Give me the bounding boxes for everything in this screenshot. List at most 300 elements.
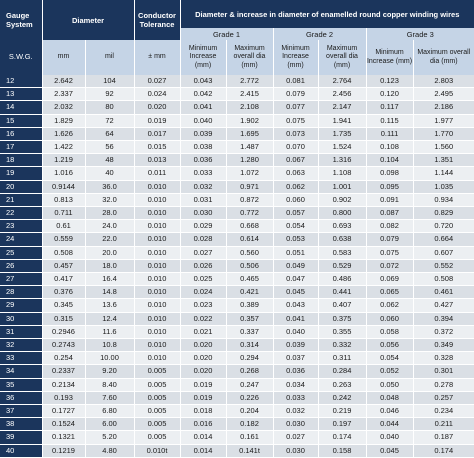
g1-max-overall-cell: 0.268 [226, 365, 273, 378]
diameter-mm-cell: 0.813 [42, 193, 85, 206]
g2-max-overall-cell: 0.375 [318, 312, 366, 325]
g2-max-overall-cell: 1.735 [318, 127, 366, 140]
g2-max-overall-cell: 0.529 [318, 259, 366, 272]
tolerance-cell: 0.017 [134, 127, 180, 140]
tolerance-cell: 0.011 [134, 167, 180, 180]
g1-max-overall-cell: 0.337 [226, 325, 273, 338]
g3-max-overall-cell: 0.720 [413, 220, 474, 233]
g3-max-overall-cell: 0.461 [413, 286, 474, 299]
g3-max-overall-cell: 2.803 [413, 75, 474, 88]
diameter-mm-cell: 0.2743 [42, 339, 85, 352]
gauge-cell: 29 [0, 299, 42, 312]
diameter-mil-cell: 10.8 [85, 339, 134, 352]
header-g3-max-overall: Maximum overall dia (mm) [413, 40, 474, 75]
g3-min-increase-cell: 0.056 [366, 339, 413, 352]
g2-max-overall-cell: 0.242 [318, 391, 366, 404]
g2-min-increase-cell: 0.049 [273, 259, 318, 272]
diameter-mil-cell: 8.40 [85, 378, 134, 391]
g1-min-increase-cell: 0.023 [180, 299, 226, 312]
diameter-mm-cell: 0.376 [42, 286, 85, 299]
diameter-mil-cell: 104 [85, 75, 134, 88]
g2-max-overall-cell: 0.355 [318, 325, 366, 338]
diameter-mm-cell: 0.457 [42, 259, 85, 272]
g2-min-increase-cell: 0.060 [273, 193, 318, 206]
g2-min-increase-cell: 0.043 [273, 299, 318, 312]
gauge-cell: 36 [0, 391, 42, 404]
g3-min-increase-cell: 0.115 [366, 114, 413, 127]
header-grade-3: Grade 3 [366, 28, 474, 40]
diameter-mil-cell: 24.0 [85, 220, 134, 233]
g3-max-overall-cell: 2.186 [413, 101, 474, 114]
g2-min-increase-cell: 0.030 [273, 444, 318, 457]
g1-max-overall-cell: 1.902 [226, 114, 273, 127]
table-row [0, 75, 474, 88]
gauge-cell: 20 [0, 180, 42, 193]
table-row [0, 365, 474, 378]
diameter-mm-cell: 2.032 [42, 101, 85, 114]
g2-max-overall-cell: 0.263 [318, 378, 366, 391]
header-g2-max-overall: Maximum overall dia (mm) [318, 40, 366, 75]
g1-max-overall-cell: 0.182 [226, 418, 273, 431]
g1-min-increase-cell: 0.033 [180, 167, 226, 180]
tolerance-cell: 0.013 [134, 154, 180, 167]
gauge-cell: 18 [0, 154, 42, 167]
tolerance-cell: 0.005 [134, 365, 180, 378]
g2-min-increase-cell: 0.032 [273, 405, 318, 418]
g1-max-overall-cell: 0.314 [226, 339, 273, 352]
g2-max-overall-cell: 0.638 [318, 233, 366, 246]
table-row [0, 431, 474, 444]
diameter-mil-cell: 92 [85, 88, 134, 101]
header-unit-mil: mil [85, 40, 134, 75]
diameter-mm-cell: 1.626 [42, 127, 85, 140]
header-swg: S.W.G. [0, 40, 42, 75]
diameter-mm-cell: 0.345 [42, 299, 85, 312]
g3-min-increase-cell: 0.082 [366, 220, 413, 233]
g3-min-increase-cell: 0.091 [366, 193, 413, 206]
gauge-cell: 34 [0, 365, 42, 378]
gauge-cell: 37 [0, 405, 42, 418]
tolerance-cell: 0.005 [134, 391, 180, 404]
tolerance-cell: 0.010 [134, 339, 180, 352]
g2-min-increase-cell: 0.054 [273, 220, 318, 233]
g2-min-increase-cell: 0.062 [273, 180, 318, 193]
gauge-cell: 21 [0, 193, 42, 206]
diameter-mil-cell: 9.20 [85, 365, 134, 378]
g1-min-increase-cell: 0.019 [180, 378, 226, 391]
gauge-cell: 22 [0, 207, 42, 220]
diameter-mil-cell: 80 [85, 101, 134, 114]
diameter-mil-cell: 18.0 [85, 259, 134, 272]
g1-max-overall-cell: 0.614 [226, 233, 273, 246]
g3-min-increase-cell: 0.062 [366, 299, 413, 312]
g3-min-increase-cell: 0.054 [366, 352, 413, 365]
g1-min-increase-cell: 0.041 [180, 101, 226, 114]
tolerance-cell: 0.010 [134, 180, 180, 193]
g1-max-overall-cell: 0.357 [226, 312, 273, 325]
g1-min-increase-cell: 0.028 [180, 233, 226, 246]
tolerance-cell: 0.010 [134, 312, 180, 325]
g3-min-increase-cell: 0.079 [366, 233, 413, 246]
g3-max-overall-cell: 0.394 [413, 312, 474, 325]
g2-min-increase-cell: 0.034 [273, 378, 318, 391]
g1-max-overall-cell: 1.695 [226, 127, 273, 140]
header-diameter: Diameter [42, 0, 134, 40]
tolerance-cell: 0.010 [134, 299, 180, 312]
g1-min-increase-cell: 0.029 [180, 220, 226, 233]
table-row [0, 127, 474, 140]
diameter-mm-cell: 0.1524 [42, 418, 85, 431]
g2-min-increase-cell: 0.033 [273, 391, 318, 404]
g1-min-increase-cell: 0.042 [180, 88, 226, 101]
g2-max-overall-cell: 0.311 [318, 352, 366, 365]
table-body [0, 75, 474, 457]
g3-max-overall-cell: 1.035 [413, 180, 474, 193]
diameter-mm-cell: 1.829 [42, 114, 85, 127]
table-row [0, 391, 474, 404]
diameter-mil-cell: 72 [85, 114, 134, 127]
diameter-mm-cell: 0.2134 [42, 378, 85, 391]
g1-min-increase-cell: 0.040 [180, 114, 226, 127]
diameter-mm-cell: 0.1727 [42, 405, 85, 418]
table-row [0, 207, 474, 220]
g2-max-overall-cell: 0.800 [318, 207, 366, 220]
diameter-mil-cell: 16.4 [85, 273, 134, 286]
g2-min-increase-cell: 0.073 [273, 127, 318, 140]
diameter-mm-cell: 0.2337 [42, 365, 85, 378]
gauge-cell: 17 [0, 141, 42, 154]
diameter-mil-cell: 48 [85, 154, 134, 167]
g1-min-increase-cell: 0.027 [180, 246, 226, 259]
table-row [0, 114, 474, 127]
g2-min-increase-cell: 0.030 [273, 418, 318, 431]
g3-max-overall-cell: 0.508 [413, 273, 474, 286]
g3-min-increase-cell: 0.117 [366, 101, 413, 114]
table-row [0, 325, 474, 338]
g1-max-overall-cell: 0.247 [226, 378, 273, 391]
table-row [0, 246, 474, 259]
g1-max-overall-cell: 0.294 [226, 352, 273, 365]
g3-min-increase-cell: 0.040 [366, 431, 413, 444]
g1-min-increase-cell: 0.021 [180, 325, 226, 338]
g2-max-overall-cell: 1.941 [318, 114, 366, 127]
gauge-cell: 40 [0, 444, 42, 457]
diameter-mm-cell: 0.1321 [42, 431, 85, 444]
g1-max-overall-cell: 0.971 [226, 180, 273, 193]
g2-max-overall-cell: 0.486 [318, 273, 366, 286]
gauge-cell: 33 [0, 352, 42, 365]
g3-min-increase-cell: 0.095 [366, 180, 413, 193]
tolerance-cell: 0.027 [134, 75, 180, 88]
g1-min-increase-cell: 0.014 [180, 431, 226, 444]
g3-min-increase-cell: 0.120 [366, 88, 413, 101]
diameter-mm-cell: 0.61 [42, 220, 85, 233]
g2-max-overall-cell: 2.764 [318, 75, 366, 88]
g2-max-overall-cell: 1.108 [318, 167, 366, 180]
table-row [0, 273, 474, 286]
g1-min-increase-cell: 0.032 [180, 180, 226, 193]
g3-max-overall-cell: 1.144 [413, 167, 474, 180]
g3-max-overall-cell: 0.278 [413, 378, 474, 391]
gauge-cell: 28 [0, 286, 42, 299]
tolerance-cell: 0.005 [134, 405, 180, 418]
gauge-cell: 27 [0, 273, 42, 286]
table-header [0, 0, 474, 75]
g2-max-overall-cell: 0.583 [318, 246, 366, 259]
g3-min-increase-cell: 0.072 [366, 259, 413, 272]
g1-max-overall-cell: 0.668 [226, 220, 273, 233]
tolerance-cell: 0.010t [134, 444, 180, 457]
diameter-mm-cell: 0.2946 [42, 325, 85, 338]
g1-max-overall-cell: 0.560 [226, 246, 273, 259]
tolerance-cell: 0.010 [134, 233, 180, 246]
g2-min-increase-cell: 0.067 [273, 154, 318, 167]
tolerance-cell: 0.010 [134, 207, 180, 220]
g2-min-increase-cell: 0.051 [273, 246, 318, 259]
gauge-cell: 13 [0, 88, 42, 101]
g2-min-increase-cell: 0.081 [273, 75, 318, 88]
g3-max-overall-cell: 1.770 [413, 127, 474, 140]
diameter-mil-cell: 28.0 [85, 207, 134, 220]
g1-max-overall-cell: 0.389 [226, 299, 273, 312]
g2-max-overall-cell: 2.147 [318, 101, 366, 114]
table-row [0, 299, 474, 312]
g1-min-increase-cell: 0.043 [180, 75, 226, 88]
g2-min-increase-cell: 0.070 [273, 141, 318, 154]
g3-max-overall-cell: 0.349 [413, 339, 474, 352]
diameter-mil-cell: 22.0 [85, 233, 134, 246]
gauge-cell: 23 [0, 220, 42, 233]
g2-max-overall-cell: 0.441 [318, 286, 366, 299]
gauge-cell: 19 [0, 167, 42, 180]
header-row-units [0, 40, 474, 75]
diameter-mm-cell: 0.9144 [42, 180, 85, 193]
g1-max-overall-cell: 0.226 [226, 391, 273, 404]
diameter-mil-cell: 6.80 [85, 405, 134, 418]
g3-min-increase-cell: 0.052 [366, 365, 413, 378]
g3-min-increase-cell: 0.108 [366, 141, 413, 154]
table-row [0, 352, 474, 365]
gauge-cell: 15 [0, 114, 42, 127]
g2-max-overall-cell: 2.456 [318, 88, 366, 101]
diameter-mm-cell: 1.016 [42, 167, 85, 180]
g2-min-increase-cell: 0.036 [273, 365, 318, 378]
diameter-mil-cell: 36.0 [85, 180, 134, 193]
tolerance-cell: 0.005 [134, 431, 180, 444]
diameter-mil-cell: 11.6 [85, 325, 134, 338]
g1-max-overall-cell: 1.487 [226, 141, 273, 154]
g2-max-overall-cell: 0.332 [318, 339, 366, 352]
diameter-mm-cell: 0.508 [42, 246, 85, 259]
g1-max-overall-cell: 0.421 [226, 286, 273, 299]
g2-min-increase-cell: 0.045 [273, 286, 318, 299]
g1-min-increase-cell: 0.030 [180, 207, 226, 220]
g1-max-overall-cell: 2.108 [226, 101, 273, 114]
g2-max-overall-cell: 0.174 [318, 431, 366, 444]
g3-min-increase-cell: 0.111 [366, 127, 413, 140]
g3-min-increase-cell: 0.075 [366, 246, 413, 259]
diameter-mm-cell: 0.1219 [42, 444, 85, 457]
g1-min-increase-cell: 0.018 [180, 405, 226, 418]
tolerance-cell: 0.020 [134, 101, 180, 114]
g1-max-overall-cell: 0.772 [226, 207, 273, 220]
diameter-mil-cell: 13.6 [85, 299, 134, 312]
g1-max-overall-cell: 0.204 [226, 405, 273, 418]
g1-min-increase-cell: 0.026 [180, 259, 226, 272]
tolerance-cell: 0.010 [134, 193, 180, 206]
g2-min-increase-cell: 0.063 [273, 167, 318, 180]
gauge-cell: 24 [0, 233, 42, 246]
diameter-mil-cell: 5.20 [85, 431, 134, 444]
g2-min-increase-cell: 0.027 [273, 431, 318, 444]
table-row [0, 167, 474, 180]
g2-min-increase-cell: 0.037 [273, 352, 318, 365]
g3-max-overall-cell: 0.257 [413, 391, 474, 404]
g1-max-overall-cell: 0.872 [226, 193, 273, 206]
tolerance-cell: 0.010 [134, 220, 180, 233]
table-row [0, 286, 474, 299]
g3-max-overall-cell: 0.301 [413, 365, 474, 378]
gauge-cell: 14 [0, 101, 42, 114]
g1-max-overall-cell: 0.465 [226, 273, 273, 286]
g2-max-overall-cell: 0.197 [318, 418, 366, 431]
g3-max-overall-cell: 0.552 [413, 259, 474, 272]
table-row [0, 444, 474, 457]
gauge-cell: 25 [0, 246, 42, 259]
g1-max-overall-cell: 0.141t [226, 444, 273, 457]
diameter-mil-cell: 4.80 [85, 444, 134, 457]
table-row [0, 339, 474, 352]
g2-min-increase-cell: 0.040 [273, 325, 318, 338]
g3-min-increase-cell: 0.044 [366, 418, 413, 431]
g3-min-increase-cell: 0.048 [366, 391, 413, 404]
g3-max-overall-cell: 0.234 [413, 405, 474, 418]
table-row [0, 101, 474, 114]
table-row [0, 378, 474, 391]
diameter-mm-cell: 0.559 [42, 233, 85, 246]
g1-min-increase-cell: 0.019 [180, 391, 226, 404]
gauge-cell: 12 [0, 75, 42, 88]
g3-max-overall-cell: 0.427 [413, 299, 474, 312]
g1-min-increase-cell: 0.031 [180, 193, 226, 206]
g2-max-overall-cell: 1.524 [318, 141, 366, 154]
diameter-mil-cell: 7.60 [85, 391, 134, 404]
g3-min-increase-cell: 0.087 [366, 207, 413, 220]
diameter-mil-cell: 32.0 [85, 193, 134, 206]
header-g1-min-increase: Minimum Increase (mm) [180, 40, 226, 75]
g1-min-increase-cell: 0.016 [180, 418, 226, 431]
diameter-mm-cell: 0.315 [42, 312, 85, 325]
g2-max-overall-cell: 0.284 [318, 365, 366, 378]
g2-min-increase-cell: 0.075 [273, 114, 318, 127]
header-g1-max-overall: Maximum overall dia (mm) [226, 40, 273, 75]
table-row [0, 312, 474, 325]
diameter-mil-cell: 40 [85, 167, 134, 180]
diameter-mil-cell: 56 [85, 141, 134, 154]
g2-min-increase-cell: 0.041 [273, 312, 318, 325]
header-grade-1: Grade 1 [180, 28, 273, 40]
g3-min-increase-cell: 0.058 [366, 325, 413, 338]
g1-min-increase-cell: 0.039 [180, 127, 226, 140]
tolerance-cell: 0.005 [134, 418, 180, 431]
g3-max-overall-cell: 0.187 [413, 431, 474, 444]
gauge-cell: 26 [0, 259, 42, 272]
diameter-mil-cell: 10.00 [85, 352, 134, 365]
g2-max-overall-cell: 0.693 [318, 220, 366, 233]
table-row [0, 418, 474, 431]
g2-min-increase-cell: 0.039 [273, 339, 318, 352]
g2-max-overall-cell: 0.158 [318, 444, 366, 457]
tolerance-cell: 0.010 [134, 259, 180, 272]
g2-max-overall-cell: 0.407 [318, 299, 366, 312]
g3-min-increase-cell: 0.045 [366, 444, 413, 457]
g2-min-increase-cell: 0.053 [273, 233, 318, 246]
g1-max-overall-cell: 2.415 [226, 88, 273, 101]
diameter-mm-cell: 0.711 [42, 207, 85, 220]
g1-max-overall-cell: 0.161 [226, 431, 273, 444]
g3-min-increase-cell: 0.060 [366, 312, 413, 325]
header-conductor-tolerance: Conductor Tolerance [134, 0, 180, 40]
tolerance-cell: 0.010 [134, 325, 180, 338]
g3-max-overall-cell: 2.495 [413, 88, 474, 101]
g3-min-increase-cell: 0.046 [366, 405, 413, 418]
diameter-mm-cell: 2.337 [42, 88, 85, 101]
g1-min-increase-cell: 0.020 [180, 365, 226, 378]
gauge-cell: 35 [0, 378, 42, 391]
g3-max-overall-cell: 0.664 [413, 233, 474, 246]
g3-min-increase-cell: 0.123 [366, 75, 413, 88]
g3-max-overall-cell: 1.977 [413, 114, 474, 127]
gauge-cell: 31 [0, 325, 42, 338]
g1-max-overall-cell: 2.772 [226, 75, 273, 88]
diameter-mil-cell: 12.4 [85, 312, 134, 325]
diameter-mm-cell: 0.417 [42, 273, 85, 286]
tolerance-cell: 0.019 [134, 114, 180, 127]
header-gauge-system: Gauge System [0, 0, 42, 40]
g2-max-overall-cell: 1.316 [318, 154, 366, 167]
g2-min-increase-cell: 0.057 [273, 207, 318, 220]
gauge-cell: 38 [0, 418, 42, 431]
diameter-mil-cell: 64 [85, 127, 134, 140]
diameter-mil-cell: 20.0 [85, 246, 134, 259]
diameter-mm-cell: 1.422 [42, 141, 85, 154]
g1-min-increase-cell: 0.036 [180, 154, 226, 167]
gauge-cell: 39 [0, 431, 42, 444]
g3-max-overall-cell: 0.607 [413, 246, 474, 259]
g3-max-overall-cell: 1.560 [413, 141, 474, 154]
g3-min-increase-cell: 0.050 [366, 378, 413, 391]
tolerance-cell: 0.010 [134, 273, 180, 286]
diameter-mm-cell: 0.254 [42, 352, 85, 365]
g3-max-overall-cell: 0.934 [413, 193, 474, 206]
diameter-mm-cell: 1.219 [42, 154, 85, 167]
table-row [0, 405, 474, 418]
header-enamelled-title: Diameter & increase in diameter of enamelled round copper winding wires [180, 0, 474, 28]
g2-max-overall-cell: 0.902 [318, 193, 366, 206]
table-row [0, 141, 474, 154]
tolerance-cell: 0.010 [134, 246, 180, 259]
diameter-mm-cell: 0.193 [42, 391, 85, 404]
g1-max-overall-cell: 1.072 [226, 167, 273, 180]
header-grade-2: Grade 2 [273, 28, 366, 40]
tolerance-cell: 0.015 [134, 141, 180, 154]
g1-min-increase-cell: 0.025 [180, 273, 226, 286]
gauge-cell: 16 [0, 127, 42, 140]
g3-max-overall-cell: 0.372 [413, 325, 474, 338]
g3-min-increase-cell: 0.069 [366, 273, 413, 286]
table-row [0, 193, 474, 206]
table-row [0, 180, 474, 193]
